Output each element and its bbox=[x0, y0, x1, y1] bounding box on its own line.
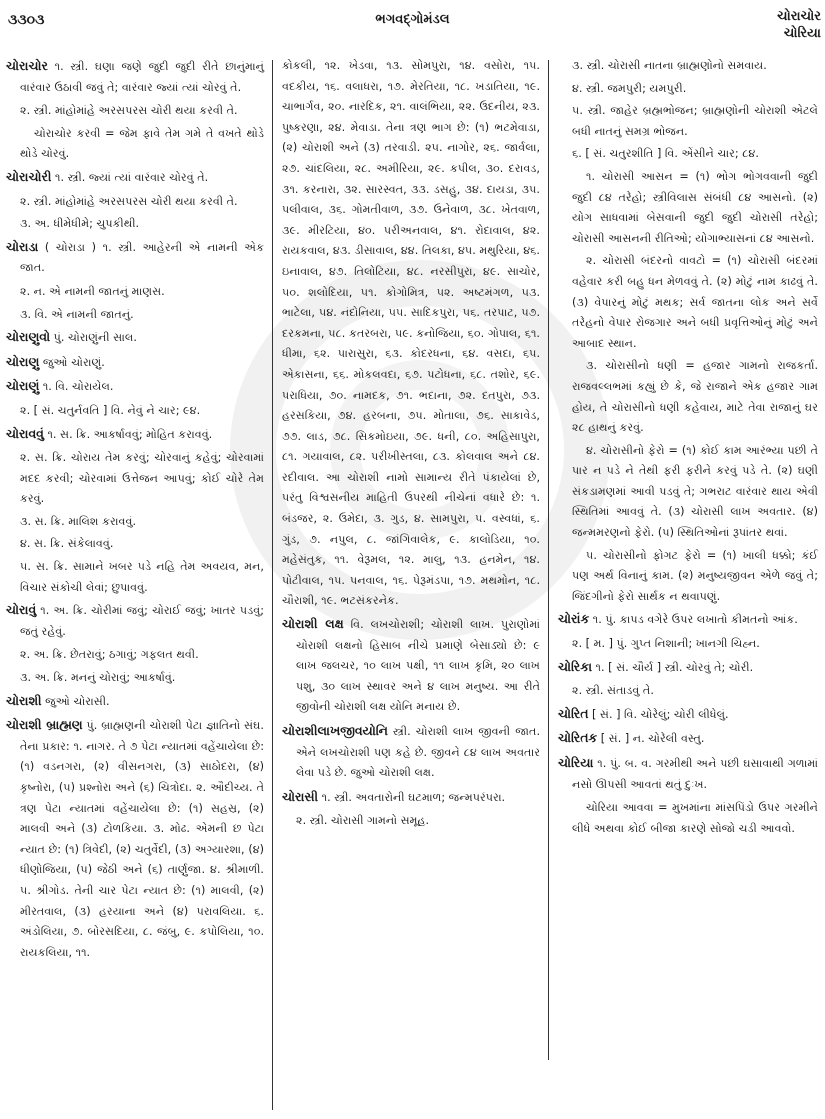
dictionary-title: ભગવદ્ગોમંડલ bbox=[375, 12, 450, 27]
dictionary-entry bbox=[558, 609, 818, 631]
sense-definition bbox=[6, 448, 264, 510]
headword: ચોરાશી બ્રાહ્મણ bbox=[6, 717, 83, 733]
sense-definition bbox=[558, 144, 818, 165]
headword: ચોરિયા bbox=[558, 755, 594, 770]
column-divider bbox=[548, 60, 549, 1060]
idiom-example bbox=[558, 798, 818, 839]
definition-text: ૪. ચોરાસીનો ફેરો = (૧) કોઈ કામ આરંભ્યા પછી તે પાર ન પડે ને તેથી ફરી ફરીને કરવું પડે તે. (૨) ઘણી સંકડામણમાં આવી પડવું તે; ગભરાટ વારંવાર થાય એવી સ્થિતિમાં આવવું તે. (૩) ચોરાસી લાખ અવતાર. (૪) જન્મમરણનો ફેરો. (૫) સ્થિતિઓનાં રૂપાંતર થવાં. bbox=[572, 443, 818, 540]
sense-definition bbox=[6, 557, 264, 598]
definition-text: ૧. પું. બ. વ. ગરમીથી અને પછી ઘસાવાથી ગળામાં નસો ઊપસી આવતાં થતું દુઃખ. bbox=[572, 757, 818, 791]
dictionary-entry bbox=[6, 327, 264, 349]
sense-definition bbox=[6, 645, 264, 666]
sense-definition bbox=[6, 192, 264, 213]
dictionary-entry bbox=[6, 424, 264, 446]
dictionary-entry bbox=[6, 376, 264, 398]
sense-definition bbox=[282, 811, 540, 832]
idiom-example bbox=[558, 356, 818, 438]
dictionary-entry bbox=[558, 657, 818, 679]
headword: ચોરાંક bbox=[558, 611, 590, 627]
idiom-example bbox=[558, 167, 818, 249]
definition-text: કોકલી, ૧૨. ખેડવા, ૧૩. સોમપુરા, ૧૪. વસોરા, ૧૫. વદકીય, ૧૬. વલાધરા, ૧૭. મેરતિયા, ૧૮. ખડાતિયા, ૧૯. ચાભાર્ગવ, ૨૦. નારદિક, ૨૧. વાલંભિયા, ૨૨. ઉદનીય, ૨૩. પુષ્કરણા, ૨૪. મેવાડા. તેના ત્રણ ભાગ છે: (૧) ભટમેવાડા, (૨) ચોરાશી અને (૩) તરવાડી. ૨૫. નાગોર, ૨૬. જાર્વલા, ૨૭. ચાંદલિયા, ૨૮. અમીરિયા, ૨૯. કપીલ, ૩૦. દરાવડ, ૩૧. કરનારા, ૩૨. સારસ્વત, ૩૩. ડસહુ, ૩૪. દાયડા, ૩૫. પલીવાલ, ૩૬. ગોમતીવાળ, ૩૭. ઉનેવાળ, ૩૮. ખેતવાળ, ૩૯. મીરટિયા, ૪૦. પરીઅનવાલ, ૪૧. રોદાવાલ, ૪૨. રાયકવાલ, ૪૩. ડીસાવાલ, ૪૪. તિલકા, ૪૫. મથુરિયા, ૪૬. ઇનાવાલ, ૪૭. તિલોટિયા, ૪૮. નરસીપુરા, ૪૯. સાચોર, ૫૦. શલોદિયા, ૫૧. કોગોમિત્ર, ૫૨. અષ્ટમંગળ, ૫૩. ભાટેલા, ૫૪. નંદોનિયા, ૫૫. સાદિકપુરા, ૫૬. તરપાટ, ૫૭. દરકમના, ૫૮. કતરબરા, ૫૯. કનોજિયા, ૬૦. ગોપાલ, ૬૧. ધીમા, ૬૨. પારાસુરા, ૬૩. કોદરધના, ૬૪. વસદા, ૬૫. એકાસના, ૬૬. મોકલવદા, ૬૭. પટોધના, ૬૮. તશોર, ૬૯. પરાધિયા, ૭૦. નામદક, ૭૧. ભદાના, ૭૨. દતપુરા, ૭૩. હરસકિયા, ૭૪. હરબના, ૭૫. મોતાલા, ૭૬. સાકાવેડ, ૭૭. લાડ, ૭૮. સિકમોઇયા, ૭૯. ધની, ૮૦. અહિસાપુરા, ૮૧. ગયાવાલ, ૮૨. પરીખીસ્તલા, ૮૩. કોલવાલ અને ૮૪. રદીવાલ. આ ચોરાશી નામો સામાન્ય રીતે પંકાયેલાં છે, પરંતુ વિશ્વસનીય માહિતી ઉપરથી નીચેનાં વધારે છે: ૧. બંડજર, ૨. ઉમેદા, ૩. ગુડ, ૪. સામપુરા, ૫. વસ્વધાં, ૬. ગુંડ, ૭. નપુલ, ૮. જાંગિવાલેક, ૯. કાલોડિયા, ૧૦. મહેસંતુક, ૧૧. વેરૂમલ, ૧૨. માલુ, ૧૩. હનમેન, ૧૪. પોટીવાલ, ૧૫. પનવાલ, ૧૬. પેરૂમંડપા, ૧૭. મથમોન, ૧૮. ચૌરાશી, ૧૯. ભટસંકરનેક. bbox=[282, 59, 540, 608]
dictionary-entry bbox=[6, 715, 264, 963]
definition-text: ૩. વિ. એ નામની જાતનું. bbox=[20, 307, 134, 321]
dictionary-entry bbox=[6, 167, 264, 189]
idiom-example bbox=[6, 124, 264, 165]
dictionary-entry bbox=[282, 721, 540, 784]
definition-text: ૧. [ સં. ચૌર્ય ] સ્ત્રી. ચોરવું તે; ચોરી. bbox=[592, 660, 754, 674]
dictionary-entry bbox=[558, 704, 818, 726]
column-3 bbox=[558, 56, 818, 841]
definition-text: ૧. સ્ત્રી. અવતારોની ઘટમાળ; જન્મપરંપરા. bbox=[318, 790, 506, 804]
headword: ચોરાશી લક્ષ bbox=[282, 616, 344, 632]
definition-text: ૩. ચોરાસીનો ધણી = હજાર ગામનો રાજકર્તા. રાજવલ્લભમાં કહ્યું છે કે, જે રાજાને એક હજાર ગામ હોય, તે ચોરાસીનો ધણી કહેવાય, માટે તેવા રાજાનું ઘર ૨૮ હાથનું કરવું. bbox=[572, 359, 818, 435]
guide-words bbox=[777, 8, 821, 42]
headword: ચોરાણુ bbox=[6, 353, 40, 369]
definition-text: જુઓ ચોરાસી. bbox=[41, 694, 110, 708]
sense-definition bbox=[6, 282, 264, 303]
definition-text: ૨. સ્ત્રી. માંહોમાંહે અરસપરસ ચોરી થયા કરવી તે. bbox=[20, 104, 238, 118]
headword: ચોરાસી bbox=[282, 788, 319, 804]
dictionary-entry bbox=[6, 352, 264, 374]
sense-definition bbox=[558, 101, 818, 142]
definition-text: ૩. સ્ત્રી. ચોરાસી નાતના બ્રાહ્મણોનો સમવાય. bbox=[572, 59, 767, 72]
dictionary-entry bbox=[6, 237, 264, 279]
sense-definition bbox=[6, 668, 264, 689]
sense-definition bbox=[558, 79, 818, 100]
definition-text: ૫. ચોરાસીનો ફોગટ ફેરો = (૧) ખાલી ધક્કો; કંઈ પણ અર્થ વિનાનું કામ. (૨) મનુષ્યજીવન એળે જવું તે; જિંદગીનો ફેરો સાર્થક ન થવાપણું. bbox=[572, 548, 818, 603]
definition-text: ૧. સ્ત્રી. જ્યાં ત્યાં વારંવાર ચોરવું તે. bbox=[51, 170, 209, 184]
definition-text: ૨. [ મ. ] પું. ગુપ્ત નિશાની; ખાનગી ચિહ્ન. bbox=[572, 637, 760, 651]
headword: ચોરાણુવો bbox=[6, 329, 51, 345]
sense-definition bbox=[6, 214, 264, 235]
definition-text: ૩. અ. ક્રિ. મનનું ચોરાવું; આકર્ષાવું. bbox=[20, 671, 176, 685]
dictionary-entry bbox=[558, 728, 818, 750]
sense-definition bbox=[558, 56, 818, 77]
definition-text: ૩. અ. ધીમેધીમે; ચુપકીથી. bbox=[20, 217, 140, 231]
sense-definition bbox=[6, 512, 264, 533]
dictionary-entry bbox=[558, 753, 818, 795]
dictionary-entry bbox=[6, 56, 264, 98]
definition-text: ૨. સ્ત્રી. ચોરાસી ગામનો સમૂહ. bbox=[296, 814, 430, 828]
definition-text: ૬. [ સં. ચતુરશીતિ ] વિ. એંસીને ચાર; ૮૪. bbox=[572, 147, 759, 161]
definition-text: ૩. સ. ક્રિ. માલિશ કરાવવું. bbox=[20, 514, 137, 528]
headword: ચોરાચોરી bbox=[6, 168, 52, 184]
dictionary-entry bbox=[282, 614, 540, 718]
definition-text: ૨. સ્ત્રી. સંતાડવું તે. bbox=[572, 684, 654, 698]
column-divider bbox=[272, 60, 273, 1110]
definition-text: પું. ચોરાણુંની સાલ. bbox=[50, 331, 137, 345]
sense-definition bbox=[6, 401, 264, 422]
sense-definition bbox=[282, 56, 540, 612]
headword: ચોરાણું bbox=[6, 378, 40, 394]
definition-text: પું. બ્રાહ્મણની ચોરાશી પેટા જ્ઞાતિનો સંઘ. તેના પ્રકાર: ૧. નાગર. તે ૭ પેટા ન્યાતમાં વહેંચાયેલા છે: (૧) વડનગરા, (૨) વીસનગરા, (૩) સાઠોદરા, (૪) કૃષ્નોરા, (૫) પ્રશ્નોરા અને (૬) ચિત્રોદા. ૨. ઔદીચ્ય. તે ત્રણ પેટા ન્યાતમાં વહેંચાયેલા છે: (૧) સહસ્ર, (૨) માલવી અને (૩) ટોળકિયા. ૩. મોઢ. એમની છ પેટા ન્યાત છે: (૧) ત્રિવેદી, (૨) ચતુર્વેદી, (૩) અગ્યારશા, (૪) ધીણોજિયા, (૫) જેઠી અને (૬) તાર્ણુજા. ૪. શ્રીમાળી. ૫. શ્રીગોડ. તેની ચાર પેટા ન્યાત છે: (૧) માલવી, (૨) મીરતવાલ, (૩) હરયાના અને (૪) પરાવલિયા. ૬. અંડોલિયા, ૭. બોરસદિયા, ૮. જંબુ, ૯. કપોલિયા, ૧૦. રાયકલિયા, ૧૧. bbox=[20, 719, 264, 959]
headword: ચોરાવવું bbox=[6, 425, 44, 441]
definition-text: [ સં. ] વિ. ચોરેલું; ચોરી લીધેલું. bbox=[588, 707, 729, 721]
sense-definition bbox=[6, 534, 264, 555]
definition-text: [ સં. ] ન. ચોરેલી વસ્તુ. bbox=[597, 732, 705, 746]
definition-text: ૪. સ. ક્રિ. સંકેલાવવું. bbox=[20, 537, 114, 551]
definition-text: ૫. સ્ત્રી. જાહેર બ્રહ્મભોજન; બ્રાહ્મણોની ચોરાશી એટલે બધી નાતનું સમગ્ર ભોજન. bbox=[572, 104, 818, 138]
column-1 bbox=[6, 56, 264, 966]
headword: ચોરાડા bbox=[6, 238, 39, 254]
definition-text: ૨. [ સં. ચતુર્નવતિ ] વિ. નેવું ને ચાર; ૯૪. bbox=[20, 403, 201, 417]
definition-text: ૨. અ. ક્રિ. છેતરાવું; ઠગાવું; ગફલત થવી. bbox=[20, 648, 199, 662]
headword: ચોરાચોર bbox=[6, 58, 48, 73]
definition-text: ૧. પું. કાપડ વગેરે ઉપર લખાતો કીમતનો આંક. bbox=[589, 613, 798, 627]
definition-text: ચોરિયા આવવા = મુખમાંના માંસપિંડો ઉપર ગરમીને લીધે અથવા કોઈ બીજા કારણે સોજો ચડી આવવો. bbox=[572, 801, 818, 835]
definition-text: ૧. સ્ત્રી. ઘણા જણે જુદી જુદી રીતે છાનુંમાનું વારંવાર ઉઠાવી જવું તે; વારંવાર જ્યાં ત્યાં ચોરવું તે. bbox=[20, 60, 264, 94]
page-number: ૩૩૦૩ bbox=[8, 12, 45, 28]
sense-definition bbox=[558, 634, 818, 655]
column-2 bbox=[282, 56, 540, 834]
definition-text: જુઓ ચોરાણું. bbox=[39, 355, 105, 369]
definition-text: ૧. અ. ક્રિ. ચોરીમાં જવું; ચોરાઈ જવું; ખાતર પડવું; જતું રહેવું. bbox=[20, 604, 264, 638]
definition-text: ૧. સ. ક્રિ. આકર્ષાવવું; મોહિત કરાવવું. bbox=[43, 427, 213, 441]
headword: ચોરાશીલાખજીવયોનિ bbox=[282, 723, 388, 738]
headword: ચોરાશી bbox=[6, 692, 42, 708]
definition-text: ચોરાચોર કરવી = જેમ ફાવે તેમ ગમે તે વખતે થોડે થોડે ચોરવું. bbox=[20, 126, 264, 161]
idiom-example bbox=[558, 251, 818, 354]
definition-text: સ્ત્રી. ચોરાશી લાખ જીવની જાત. એને લખચોરાશી પણ કહે છે. જીવને ૮૪ લાખ અવતાર લેવા પડે છે. જુઓ ચોરાશી લક્ષ. bbox=[296, 725, 540, 780]
definition-text: ૧. વિ. ચોરાયેલ. bbox=[39, 380, 114, 394]
idiom-example bbox=[558, 441, 818, 544]
page-header bbox=[0, 0, 825, 52]
sense-definition bbox=[6, 101, 264, 122]
guide-word-first: ચોરાચોર bbox=[777, 9, 821, 24]
dictionary-entry bbox=[6, 600, 264, 642]
definition-text: ૨. સ્ત્રી. માંહોમાંહે અરસપરસ ચોરી થયા કરવી તે. bbox=[20, 194, 238, 208]
headword: ચોરાવું bbox=[6, 602, 37, 618]
definition-text: ૧. ચોરાસી આસન = (૧) ભોગ ભોગવવાની જુદી જુદી ૮૪ તરેહો; સ્ત્રીવિલાસ સંબંધી ૮૪ આસનો. (૨) યોગ સાધવામાં બેસવાની જુદી જુદી ચોરાસી તરેહો; ચોરાસી આસનની રીતિઓ; યોગાભ્યાસનાં ૮૪ આસનો. bbox=[572, 169, 818, 245]
idiom-example bbox=[558, 546, 818, 608]
headword: ચોરિત bbox=[558, 705, 589, 721]
guide-word-last: ચોરિયા bbox=[783, 26, 821, 41]
headword: ચોરિતક bbox=[558, 730, 598, 746]
dictionary-entry bbox=[282, 787, 540, 809]
definition-text: ૨. સ. ક્રિ. ચોરાય તેમ કરવું; ચોરવાનું કહેવું; ચોરવામાં મદદ કરવી; ચોરવામાં ઉત્તેજન આપવું; કોઈ ચોરે તેમ કરવું. bbox=[20, 451, 264, 506]
dictionary-entry bbox=[6, 691, 264, 713]
definition-text: ૨. ચોરાસી બંદરનો વાવટો = (૧) ચોરાસી બંદરમાં વહેવાર કરી બહુ ધન મેળવવું તે. (૨) મોટું નામ કાઢવું તે. (૩) વેપારનું મોટું મથક; સર્વ જાતના લોક અને સર્વે તરેહનો વેપાર રોજગાર અને બધી પ્રવૃત્તિઓનું મોટું અને આબાદ સ્થાન. bbox=[572, 254, 818, 350]
definition-text: ૪. સ્ત્રી. જમપુરી; યમપુરી. bbox=[572, 81, 687, 95]
definition-text: ( ચોરાડા ) ૧. સ્ત્રી. આહેરની એ નામની એક જાત. bbox=[20, 240, 264, 275]
definition-text: ૫. સ. ક્રિ. સામાને ખબર પડે નહિ તેમ અવયવ, મન, વિચાર સંકોચી લેવાં; છુપાવવું. bbox=[20, 560, 264, 594]
headword: ચોરિકા bbox=[558, 658, 592, 674]
sense-definition bbox=[6, 305, 264, 326]
definition-text: વિ. લખચોરાશી; ચોરાશી લાખ. પુરાણોમાં ચોરાશી લક્ષનો હિસાબ નીચે પ્રમાણે બેસાડ્યો છે: ૯ લાખ જલચર, ૧૦ લાખ પક્ષી, ૧૧ લાખ કૃમિ, ૨૦ લાખ પશુ, ૩૦ લાખ સ્થાવર અને ૪ લાખ મનુષ્ય. આ રીતે જીવોની ચોરાશી લક્ષ યોનિ મનાય છે. bbox=[296, 618, 540, 714]
sense-definition bbox=[558, 681, 818, 702]
definition-text: ૨. ન. એ નામની જાતનું માણસ. bbox=[20, 284, 165, 298]
